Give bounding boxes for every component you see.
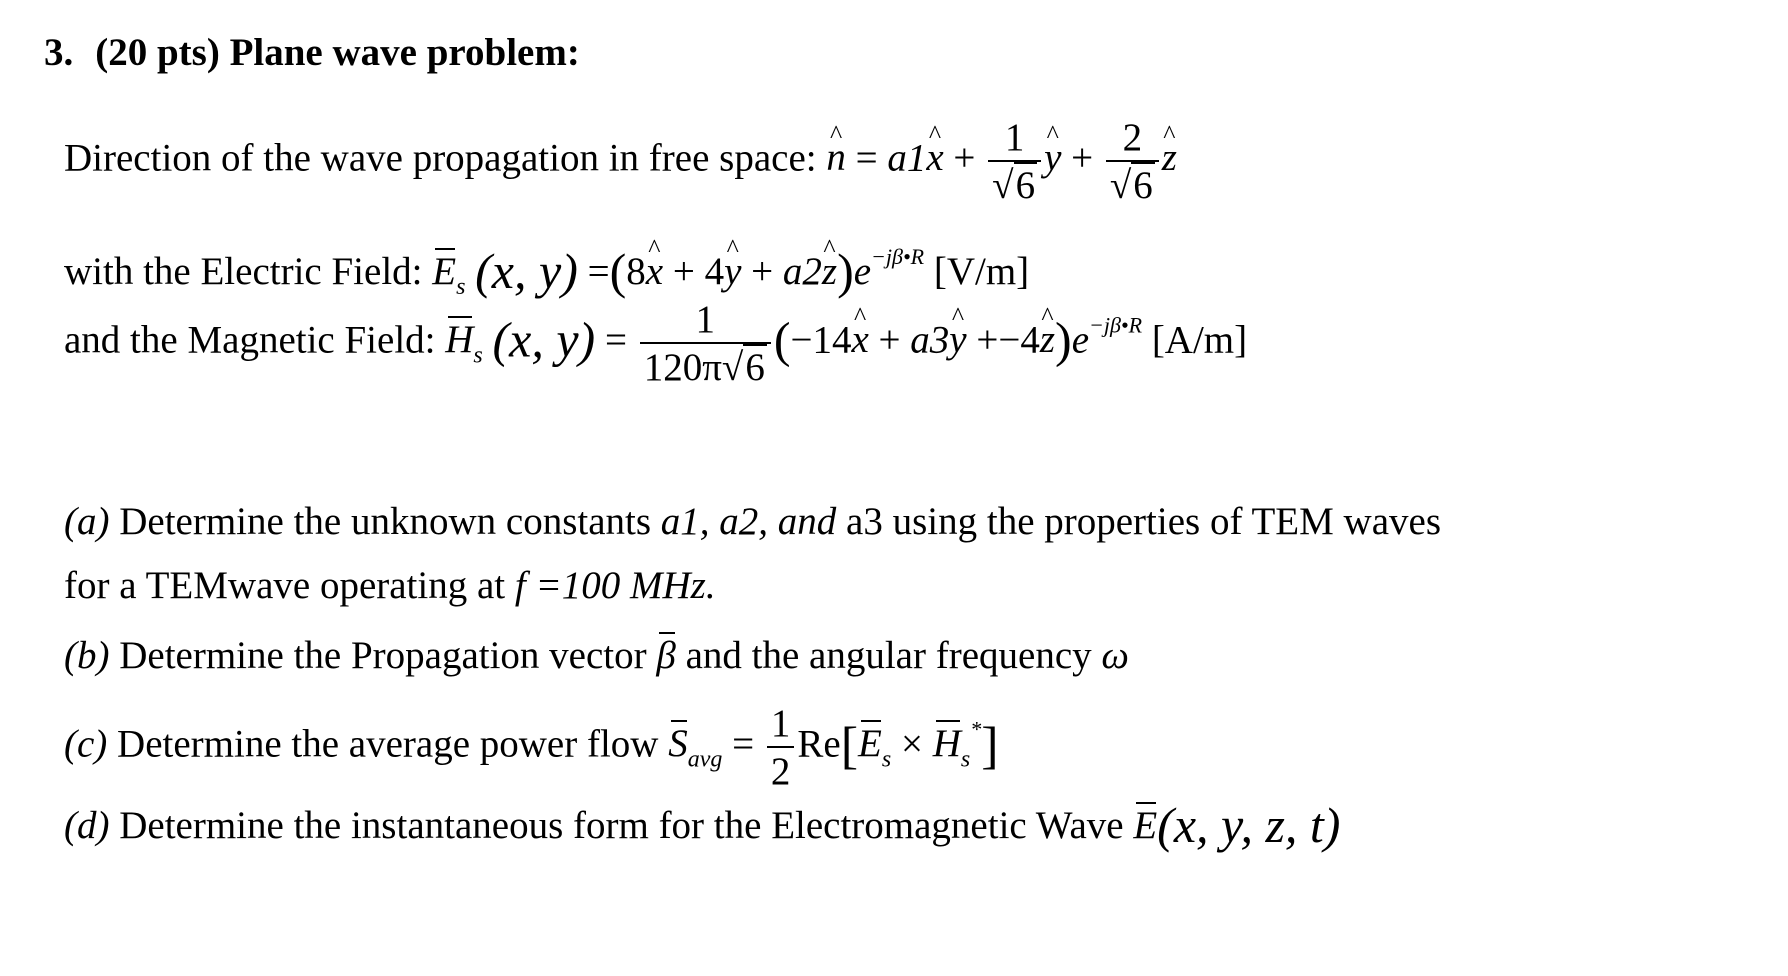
part-d-args: (x, y, z, t)	[1157, 797, 1341, 853]
direction-prefix: Direction of the wave propagation in free space:	[64, 136, 817, 180]
y-hat: y ^	[949, 320, 966, 359]
real-part-operator: Re	[797, 722, 841, 766]
cross-product-sign: ×	[900, 722, 923, 766]
y-hat: y ^	[1044, 138, 1061, 177]
radicand: 6	[1133, 164, 1153, 207]
part-a-frequency: f =100 MHz.	[514, 564, 716, 607]
part-b-label: (b)	[64, 634, 110, 677]
E-vector: E	[858, 722, 882, 766]
x-hat: x ^	[926, 138, 943, 177]
E-vector: E	[432, 250, 457, 293]
part-c-label: (c)	[64, 722, 108, 766]
part-b-text-2: and the angular frequency	[685, 634, 1092, 677]
equals-sign: =	[604, 318, 627, 362]
fraction-1-over-120pi-sqrt6	[640, 300, 771, 387]
conjugate-star: *	[970, 716, 982, 742]
plus-sign: +	[1071, 136, 1094, 180]
exp-base: e	[1071, 318, 1089, 362]
close-bracket: ]	[981, 717, 999, 775]
fraction-numerator: 1	[988, 118, 1041, 162]
beta-vector: β	[656, 634, 676, 677]
H-vector: H	[932, 722, 961, 766]
problem-heading: (20 pts) Plane wave problem:	[95, 31, 580, 74]
efield-args: (x, y)	[475, 243, 578, 299]
efield-units: [V/m]	[933, 250, 1030, 293]
part-a-line-1	[64, 502, 1441, 541]
term-coefficient: −14	[790, 318, 852, 362]
open-paren: (	[609, 243, 627, 299]
fraction-denominator: √6	[1109, 164, 1153, 207]
part-a-line-2	[64, 566, 716, 605]
equals-sign: =	[732, 722, 755, 766]
H-subscript: s	[473, 342, 483, 369]
fraction-2-over-sqrt6	[1106, 118, 1159, 205]
part-c-line	[64, 704, 999, 791]
plus-sign: +	[751, 250, 774, 293]
fraction-denominator: 2	[770, 750, 791, 793]
y-hat: y ^	[724, 252, 741, 291]
electric-field-line	[64, 243, 1030, 300]
part-a-constants: a1, a2, and	[660, 500, 837, 543]
problem-title	[44, 30, 580, 75]
part-d-text: Determine the instantaneous form for the Electromagnetic Wave	[119, 804, 1124, 847]
direction-line	[64, 118, 1177, 205]
const-a3: a3	[910, 318, 950, 362]
part-a-text-2: a3 using the properties of TEM waves	[846, 500, 1442, 543]
hfield-args: (x, y)	[492, 311, 596, 368]
problem-number: 3.	[44, 31, 74, 74]
part-b-line	[64, 636, 1129, 675]
term-coefficient: 8	[626, 250, 646, 293]
exponent: −jβ•R	[1089, 312, 1143, 338]
term-coefficient: +−4	[976, 318, 1040, 362]
x-hat: x ^	[851, 320, 868, 359]
const-a2: a2	[782, 250, 822, 293]
part-c-text: Determine the average power flow	[117, 722, 659, 766]
fraction-one-half	[767, 704, 795, 791]
H-vector: H	[445, 318, 474, 362]
S-vector: S	[668, 722, 688, 766]
part-b-text: Determine the Propagation vector	[119, 634, 647, 677]
part-a-text: Determine the unknown constants	[119, 500, 652, 543]
z-hat: z ^	[1162, 138, 1177, 177]
magnetic-field-line	[64, 300, 1247, 387]
const-a1: a1	[887, 136, 927, 180]
x-hat: x ^	[646, 252, 663, 291]
E-subscript: s	[881, 746, 892, 773]
efield-prefix: with the Electric Field:	[64, 250, 423, 293]
term-coefficient: 4	[704, 250, 725, 293]
plus-sign: +	[878, 318, 901, 362]
denominator-part: 120π	[643, 346, 722, 389]
part-d-label: (d)	[64, 804, 110, 847]
S-subscript: avg	[687, 746, 723, 773]
hfield-units: [A/m]	[1151, 318, 1248, 362]
hfield-prefix: and the Magnetic Field:	[64, 318, 436, 362]
z-hat: z ^	[822, 252, 837, 291]
fraction-numerator: 1	[767, 704, 795, 748]
part-a-line2-text: for a TEMwave operating at	[64, 564, 506, 607]
fraction-numerator: 1	[640, 300, 771, 344]
open-paren: (	[773, 311, 791, 368]
open-bracket: [	[840, 717, 859, 775]
plus-sign: +	[672, 250, 695, 293]
exponent: −jβ•R	[871, 244, 925, 269]
fraction-denominator: √6	[992, 164, 1036, 207]
E-subscript: s	[456, 274, 466, 300]
equals-sign: =	[855, 136, 878, 180]
fraction-numerator: 2	[1106, 118, 1159, 162]
radicand: 6	[745, 346, 765, 389]
omega-symbol: ω	[1101, 634, 1129, 677]
exp-base: e	[853, 250, 872, 293]
close-paren: )	[1055, 311, 1072, 368]
equals-sign: =	[587, 250, 610, 293]
close-paren: )	[837, 243, 854, 299]
radicand: 6	[1015, 164, 1036, 207]
part-a-label: (a)	[64, 500, 110, 543]
n-hat: n ^	[826, 138, 846, 177]
E-vector: E	[1133, 804, 1158, 847]
plus-sign: +	[953, 136, 976, 180]
part-d-line	[64, 797, 1341, 853]
fraction-denominator: 120π√6	[643, 346, 765, 389]
z-hat: z ^	[1040, 320, 1055, 359]
H-subscript: s	[960, 746, 971, 773]
fraction-1-over-sqrt6	[988, 118, 1041, 205]
